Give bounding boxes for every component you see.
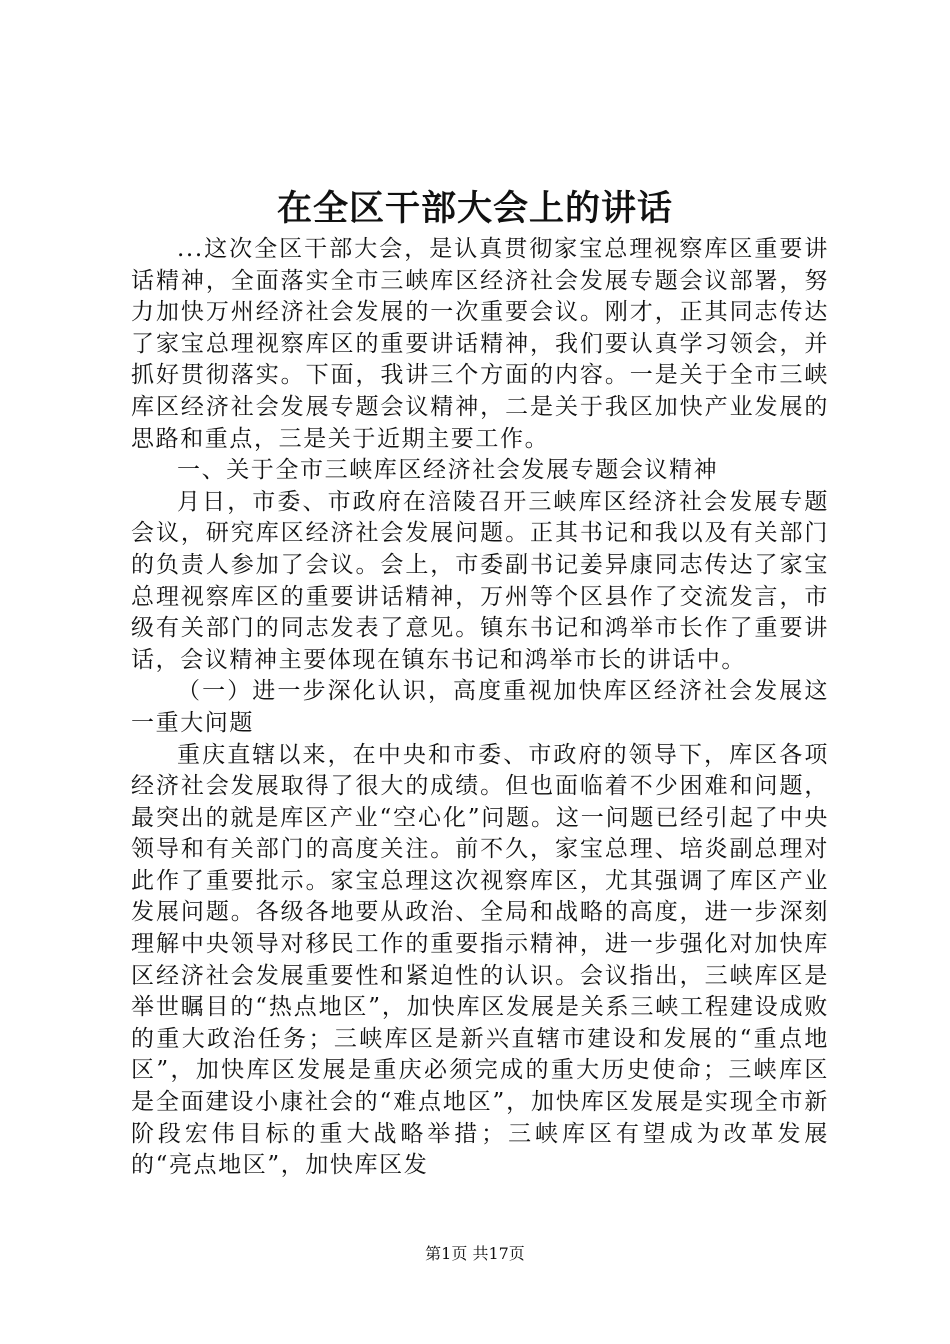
page-footer: 第1页 共17页: [425, 1244, 525, 1263]
section-heading-1: 一、关于全市三峡库区经济社会发展专题会议精神: [177, 457, 719, 484]
subsection-heading-1: （一）进一步深化认识，高度重视加快库区经济社会发展这一重大问题: [131, 678, 829, 736]
paragraph-intro: ...这次全区干部大会，是认真贯彻家宝总理视察库区重要讲话精神，全面落实全市三峡库区经济社会发展专题会议部署，努力加快万州经济社会发展的一次重要会议。刚才，正其同志传达了家宝总理视察库区的重要讲话精神，我们要认真学习领会，并抓好贯彻落实。下面，我讲三个方面的内容。一是关于全市三峡库区经济社会发展专题会议精神，二是关于我区加快产业发展的思路和重点，三是关于近期主要工作。: [131, 236, 829, 452]
document-title: 在全区干部大会上的讲话: [276, 188, 673, 229]
paragraph-development: 重庆直辖以来，在中央和市委、市政府的领导下，库区各项经济社会发展取得了很大的成绩。但也面临着不少困难和问题，最突出的就是库区产业“空心化”问题。这一问题已经引起了中央领导和有关部门的高度关注。前不久，家宝总理、培炎副总理对此作了重要批示。家宝总理这次视察库区，尤其强调了库区产业发展问题。各级各地要从政治、全局和战略的高度，进一步深刻理解中央领导对移民工作的重要指示精神，进一步强化对加快库区经济社会发展重要性和紧迫性的认识。会议指出，三峡库区是举世瞩目的“热点地区”，加快库区发展是关系三峡工程建设成败的重大政治任务；三峡库区是新兴直辖市建设和发展的“重点地区”，加快库区发展是重庆必须完成的重大历史使命；三峡库区是全面建设小康社会的“难点地区”，加快库区发展是实现全市新阶段宏伟目标的重大战略举措；三峡库区有望成为改革发展的“亮点地区”，加快库区发: [131, 741, 829, 1179]
paragraph-meeting: 月日，市委、市政府在涪陵召开三峡库区经济社会发展专题会议，研究库区经济社会发展问题。正其书记和我以及有关部门的负责人参加了会议。会上，市委副书记姜异康同志传达了家宝总理视察库区的重要讲话精神，万州等个区县作了交流发言，市级有关部门的同志发表了意见。镇东书记和鸿举市长作了重要讲话，会议精神主要体现在镇东书记和鸿举市长的讲话中。: [131, 488, 829, 673]
document-body: [131, 234, 829, 1182]
